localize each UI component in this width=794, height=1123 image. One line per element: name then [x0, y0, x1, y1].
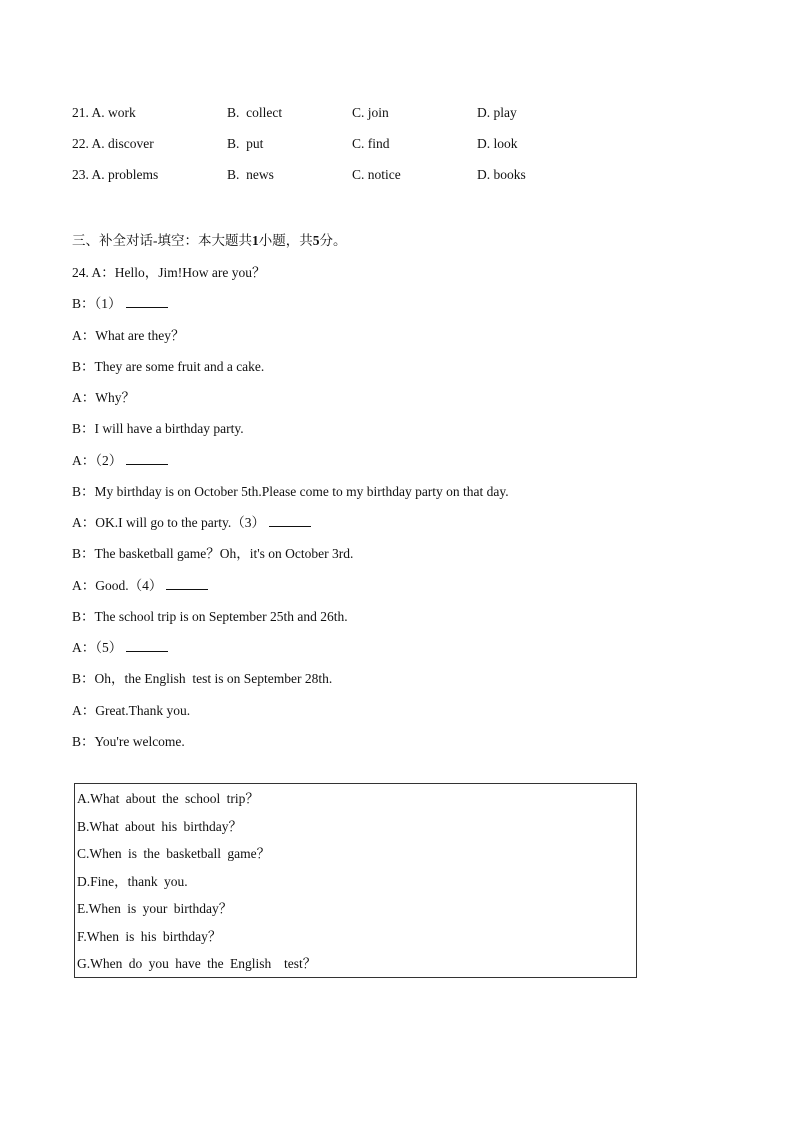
dialogue-text: B：They are some fruit and a cake. — [72, 359, 265, 374]
dialogue-line — [72, 480, 509, 500]
question-23-option-a: 23. A. problems — [72, 167, 159, 182]
dialogue-text: A：What are they？ — [72, 328, 185, 343]
question-21-option-b: B. collect — [227, 105, 283, 120]
dialogue-line — [72, 386, 135, 406]
dialogue-text: B：You're welcome. — [72, 734, 185, 749]
section-3-suffix: 分。 — [319, 233, 347, 248]
dialogue-text: 24. A：Hello，Jim!How are you？ — [72, 265, 266, 280]
option-g: G.When do you have the English test？ — [77, 956, 317, 971]
section-3-title — [72, 229, 347, 249]
dialogue-text: A：OK.I will go to the party.（3） — [72, 515, 265, 530]
section-3-prefix: 三、补全对话-填空：本大题共 — [72, 233, 252, 248]
answer-blank[interactable] — [269, 514, 311, 527]
option-e: E.When is your birthday？ — [77, 901, 233, 916]
option-c: C.When is the basketball game？ — [77, 846, 271, 861]
option-d: D.Fine，thank you. — [77, 874, 188, 889]
dialogue-line — [72, 417, 244, 437]
question-23-option-b: B. news — [227, 167, 274, 182]
dialogue-line — [72, 292, 168, 312]
answer-blank[interactable] — [126, 452, 168, 465]
question-22-option-c: C. find — [352, 136, 390, 151]
dialogue-line — [72, 699, 190, 719]
dialogue-line — [72, 636, 168, 656]
dialogue-line — [72, 605, 348, 625]
section-3-count: 1 — [252, 233, 259, 248]
question-23-option-c: C. notice — [352, 167, 401, 182]
answer-blank[interactable] — [126, 295, 168, 308]
dialogue-line — [72, 574, 208, 594]
dialogue-text: A：（2） — [72, 453, 123, 468]
section-3-score: 5 — [312, 233, 320, 248]
dialogue-line — [72, 355, 264, 375]
question-22-option-d: D. look — [477, 136, 518, 151]
dialogue-line — [72, 449, 168, 469]
dialogue-text: B：My birthday is on October 5th.Please come to my birthday party on that day. — [72, 484, 509, 499]
dialogue-line — [72, 667, 332, 687]
question-23-option-d: D. books — [477, 167, 526, 182]
section-3-middle: 小题，共 — [258, 233, 313, 248]
dialogue-text: A：Why？ — [72, 390, 135, 405]
question-22-option-a: 22. A. discover — [72, 136, 154, 151]
question-21-option-c: C. join — [352, 105, 389, 120]
dialogue-line — [72, 730, 185, 750]
dialogue-text: A：Great.Thank you. — [72, 703, 191, 718]
question-21-option-a: 21. A. work — [72, 105, 136, 120]
dialogue-text: B：（1） — [72, 296, 122, 311]
option-f: F.When is his birthday？ — [77, 929, 222, 944]
dialogue-line — [72, 261, 265, 281]
dialogue-text: A：（5） — [72, 640, 123, 655]
option-b: B.What about his birthday？ — [77, 819, 242, 834]
option-a: A.What about the school trip？ — [77, 791, 259, 806]
dialogue-text: A：Good.（4） — [72, 578, 163, 593]
options-box — [74, 783, 637, 978]
dialogue-line — [72, 542, 353, 562]
dialogue-text: B：I will have a birthday party. — [72, 421, 244, 436]
answer-blank[interactable] — [126, 639, 168, 652]
dialogue-text: B：Oh，the English test is on September 28th. — [72, 671, 333, 686]
question-21-option-d: D. play — [477, 105, 517, 120]
question-22-option-b: B. put — [227, 136, 264, 151]
dialogue-line — [72, 511, 311, 531]
dialogue-text: B：The school trip is on September 25th and 26th. — [72, 609, 348, 624]
dialogue-line — [72, 324, 184, 344]
answer-blank[interactable] — [166, 577, 208, 590]
dialogue-text: B：The basketball game？Oh，it's on October 3rd. — [72, 546, 354, 561]
